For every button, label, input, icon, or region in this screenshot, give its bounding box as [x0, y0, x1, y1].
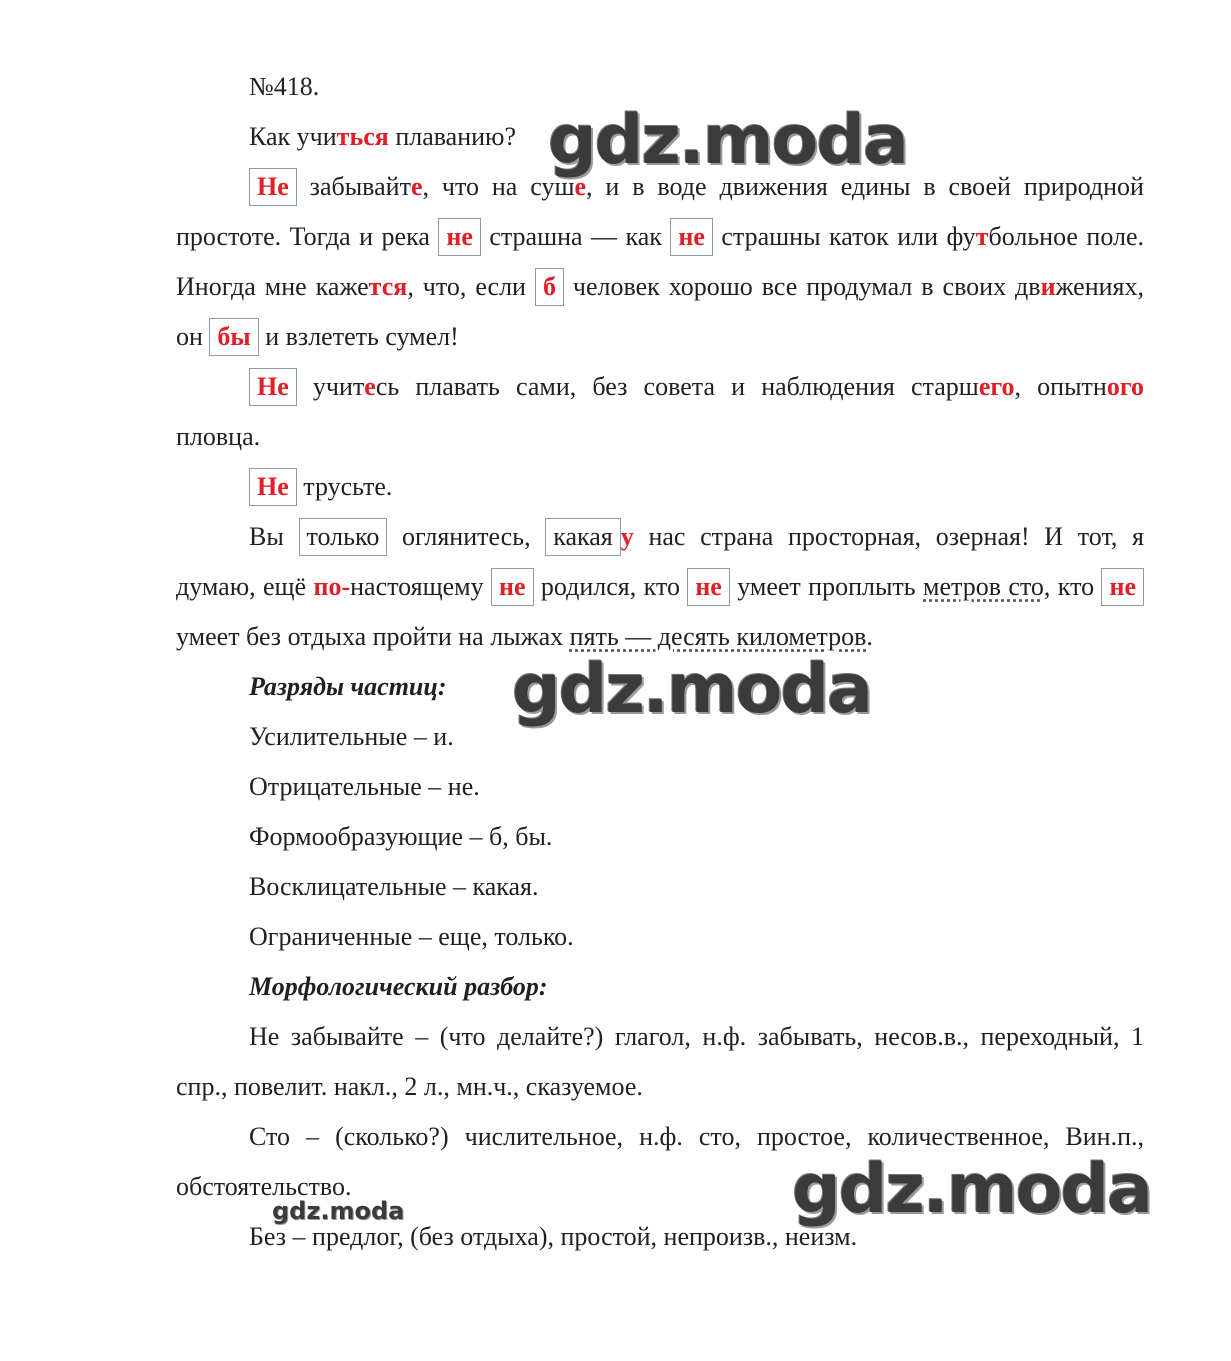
particle-box: б [535, 268, 564, 306]
text-fragment: и взлететь сумел! [258, 322, 459, 351]
text-fragment: по- [313, 572, 351, 601]
particle-category: Ограниченные – еще, только. [249, 922, 574, 951]
text-fragment: человек хорошо все продумал в своих дв [563, 272, 1041, 301]
text-fragment: сь плавать сами, без совета и наблюдения старш [375, 372, 979, 401]
particle-box: не [687, 568, 730, 606]
text-fragment: его [978, 372, 1015, 401]
text-fragment: , кто [1043, 572, 1102, 601]
text-fragment: , и в воде движения едины в своей природной простоте. Тогда и река [176, 172, 1144, 251]
text-fragment: оглянитесь, [387, 522, 546, 551]
particle-box: не [438, 218, 481, 256]
particles-heading: Разряды частиц: [249, 672, 447, 701]
watermark-logo: gdz.moda [512, 650, 871, 729]
text-fragment: у [620, 522, 634, 551]
particle-box: бы [209, 318, 258, 356]
text-fragment: пловца. [176, 422, 261, 451]
underlined-phrase: пять — десять километров [569, 622, 867, 651]
text-fragment: , опытн [1014, 372, 1107, 401]
text-fragment: Как учи [249, 122, 337, 151]
text-fragment: родился, кто [533, 572, 688, 601]
particle-box: какая [545, 518, 621, 556]
particle-box: не [670, 218, 713, 256]
text-fragment: и [1040, 272, 1056, 301]
text-fragment: тся [368, 272, 408, 301]
text-fragment: , что на суш [422, 172, 575, 201]
text-fragment: т [975, 222, 989, 251]
particle-box: только [299, 518, 388, 556]
paragraph-2 [176, 362, 1144, 462]
text-fragment: е [574, 172, 587, 201]
watermark-logo-small: gdz.moda [272, 1197, 405, 1225]
text-fragment: настоящему [350, 572, 491, 601]
text-fragment: е [410, 172, 423, 201]
text-fragment: учит [296, 372, 365, 401]
particle-box: Не [249, 468, 297, 506]
particle-box: Не [249, 368, 297, 406]
morph-heading: Морфологический разбор: [249, 972, 548, 1001]
text-fragment: , что, если [407, 272, 535, 301]
morph-entry: Не забывайте – (что делайте?) глагол, н.ф. забывать, несов.в., переходный, 1 спр., повелит. накл., 2 л., мн.ч., сказуемое. [176, 1022, 1144, 1101]
paragraph-1 [176, 162, 1144, 362]
particle-box: не [491, 568, 534, 606]
text-fragment: е [364, 372, 376, 401]
text-fragment: плаванию? [388, 122, 517, 151]
text-fragment: . [866, 622, 873, 651]
particle-category: Формообразующие – б, бы. [249, 822, 553, 851]
morph-entry: Сто – (сколько?) числительное, н.ф. сто, простое, количественное, Вин.п., обстоятельство. [176, 1122, 1144, 1201]
text-fragment: больное поле. Иногда мне каже [176, 222, 1145, 301]
text-fragment: нас страна просторная, озерная! И тот, я думаю, ещё [176, 522, 1144, 601]
particle-category: Отрицательные – не. [249, 772, 480, 801]
text-fragment: ого [1106, 372, 1144, 401]
text-fragment: страшна — как [480, 222, 671, 251]
watermark-logo: gdz.moda [548, 101, 907, 180]
text-fragment: умеет проплыть [729, 572, 924, 601]
text-fragment: страшны каток или фу [712, 222, 976, 251]
text-fragment: Вы [249, 522, 299, 551]
text-fragment: ться [336, 122, 389, 151]
text-fragment: умеет без отдыха пройти на лыжах [176, 622, 570, 651]
morph-entry: Без – предлог, (без отдыха), простой, непроизв., неизм. [249, 1222, 858, 1251]
particle-box: не [1101, 568, 1144, 606]
task-number: №418. [249, 72, 320, 101]
particle-box: Не [249, 168, 297, 206]
text-fragment: забывайт [296, 172, 411, 201]
underlined-phrase: метров сто [923, 572, 1044, 601]
text-fragment: трусьте. [296, 472, 393, 501]
paragraph-3 [176, 462, 1144, 512]
particle-category: Усилительные – и. [249, 722, 454, 751]
watermark-logo: gdz.moda [792, 1150, 1151, 1229]
paragraph-4 [176, 512, 1144, 662]
text-fragment: жениях, он [176, 272, 1145, 351]
particle-category: Восклицательные – какая. [249, 872, 539, 901]
